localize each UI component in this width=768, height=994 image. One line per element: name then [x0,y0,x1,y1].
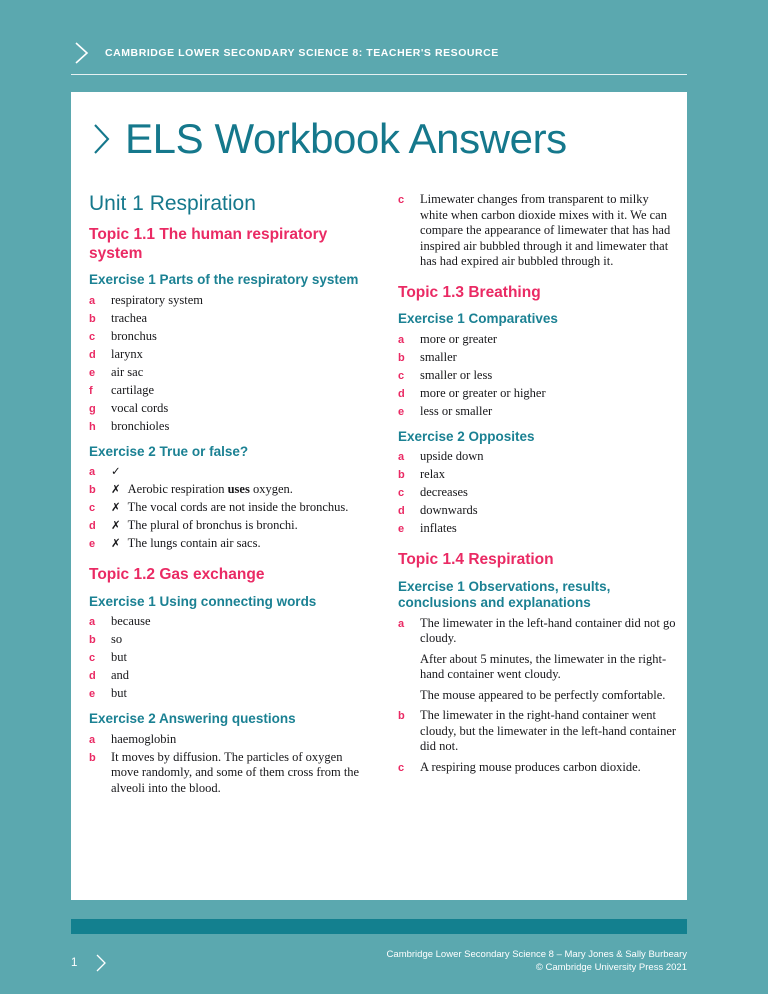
list-item [398,760,679,776]
item-letter: c [89,502,96,515]
unit-heading: Unit 1 Respiration [89,192,256,215]
item-text: A respiring mouse produces carbon dioxide. [420,759,641,774]
topic-heading-1-1: Topic 1.1 The human respiratory system [89,226,328,262]
item-letter: e [89,538,96,551]
item-text: vocal cords [111,400,169,415]
item-text: decreases [420,485,468,500]
item-text [420,616,679,704]
item-text: bronchioles [111,418,170,433]
list-item [398,708,679,755]
left-column [89,192,370,798]
list-item [89,500,370,516]
item-letter: e [89,366,96,379]
item-letter: a [89,466,96,479]
answer-list-1-1-2 [89,464,370,552]
item-text-bold: uses [227,482,250,497]
item-text: smaller [420,349,457,364]
list-item [89,614,370,630]
item-paragraph: After about 5 minutes, the limewater in the right-hand container went cloudy. [420,651,667,682]
tick-icon: ✓ [111,464,121,479]
list-item [89,650,370,666]
list-item [89,536,370,552]
answer-list-1-2-2 [89,732,370,797]
list-item [89,311,370,327]
list-item [89,686,370,702]
item-letter: d [398,387,405,400]
item-text: larynx [111,346,143,361]
exercise-heading-1-2-1: Exercise 1 Using connecting words [89,593,317,609]
item-text [111,500,370,516]
content-card [71,92,687,900]
list-item [398,503,679,519]
item-text: more or greater or higher [420,385,546,400]
item-letter: a [398,451,405,464]
item-text: relax [420,467,445,482]
cross-icon: ✗ [111,518,121,533]
item-text: respiratory system [111,292,203,307]
list-item [398,521,679,537]
item-letter: a [89,733,96,746]
item-paragraph: The mouse appeared to be perfectly comfortable. [420,687,666,702]
item-text [111,464,370,480]
list-item [89,293,370,309]
answer-list-1-3-2 [398,449,679,537]
list-item [398,192,679,270]
answer-list-1-1-1 [89,293,370,435]
topic-heading-1-4: Topic 1.4 Respiration [398,551,554,569]
list-item [89,329,370,345]
exercise-heading-1-3-1: Exercise 1 Comparatives [398,311,558,327]
item-letter: b [89,634,96,647]
list-item [398,368,679,384]
item-text: air sac [111,364,144,379]
answer-list-1-2-1 [89,614,370,702]
item-text: upside down [420,449,484,464]
item-letter: e [398,523,405,536]
list-item [89,518,370,534]
item-text [111,482,370,498]
exercise-heading-1-3-2: Exercise 2 Opposites [398,428,535,444]
item-text: haemoglobin [111,731,177,746]
footer-credits [387,948,687,974]
item-text [111,518,370,534]
item-letter: b [89,312,96,325]
item-text: so [111,632,123,647]
item-text: downwards [420,503,478,518]
item-text-value: The lungs contain air sacs. [127,536,261,551]
list-item [398,404,679,420]
footer-accent-bar [71,919,687,934]
list-item [398,332,679,348]
item-letter: e [89,688,96,701]
cross-icon: ✗ [111,500,121,515]
list-item [398,386,679,402]
exercise-heading-1-4-1: Exercise 1 Observations, results, conclusions and explanations [398,578,611,611]
chevron-right-icon [93,952,109,974]
topic-heading-1-3: Topic 1.3 Breathing [398,283,541,301]
item-letter: c [398,761,405,774]
exercise-heading-1-2-2: Exercise 2 Answering questions [89,711,296,727]
item-text-after: oxygen. [249,482,293,497]
list-item [89,383,370,399]
page-number: 1 [71,957,78,969]
list-item [89,464,370,480]
page-footer [0,944,768,994]
item-letter: d [89,348,96,361]
item-text: and [111,668,130,683]
copyright-line: © Cambridge University Press 2021 [535,962,687,973]
header-title: CAMBRIDGE LOWER SECONDARY SCIENCE 8: TEACHER'S RESOURCE [105,47,499,59]
item-letter: a [89,616,96,629]
answer-list-continued [398,192,679,270]
item-letter: f [89,384,93,397]
item-letter: a [89,294,96,307]
item-text [111,536,370,552]
item-text: cartilage [111,382,155,397]
item-letter: a [398,333,405,346]
right-column [398,192,679,798]
item-letter: h [89,420,96,433]
item-text: inflates [420,521,457,536]
chevron-right-icon [89,116,115,162]
list-item [89,347,370,363]
page-title: ELS Workbook Answers [125,115,567,162]
exercise-heading-1-1-2: Exercise 2 True or false? [89,443,249,459]
item-text: The limewater in the right-hand container went cloudy, but the limewater in the left-hand container did not. [420,708,677,754]
credit-line: Cambridge Lower Secondary Science 8 – Mary Jones & Sally Burbeary [386,949,687,960]
document-title-row [89,116,661,162]
item-letter: c [89,330,96,343]
item-letter: b [398,351,405,364]
item-letter: c [398,487,405,500]
item-letter: g [89,402,96,415]
item-letter: d [89,670,96,683]
list-item [89,419,370,435]
item-letter: c [398,369,405,382]
item-paragraph: The limewater in the left-hand container did not go cloudy. [420,615,676,646]
answer-list-1-3-1 [398,332,679,420]
item-text: Limewater changes from transparent to milky white when carbon dioxide mixes with it. We can compare the appearance of limewater that has had inspired air bubbled through it and limewater that has had expired air bubbled through it. [420,192,671,268]
list-item [398,485,679,501]
header-row [71,38,687,68]
item-text: less or smaller [420,403,493,418]
item-letter: b [89,751,96,764]
list-item [89,401,370,417]
cross-icon: ✗ [111,482,121,497]
item-letter: c [89,652,96,665]
list-item [89,365,370,381]
page-header [71,38,687,78]
item-text: but [111,650,127,665]
item-text-value: The plural of bronchus is bronchi. [127,518,298,533]
list-item [398,467,679,483]
item-text: smaller or less [420,367,493,382]
topic-heading-1-2: Topic 1.2 Gas exchange [89,566,265,584]
list-item [89,482,370,498]
item-letter: d [89,520,96,533]
list-item [89,750,370,797]
list-item [89,632,370,648]
list-item [398,616,679,704]
item-letter: b [398,710,405,723]
item-text: bronchus [111,328,157,343]
item-letter: a [398,617,405,630]
item-letter: b [89,484,96,497]
item-text: more or greater [420,331,498,346]
list-item [89,668,370,684]
item-text: because [111,614,151,629]
item-text: It moves by diffusion. The particles of oxygen move randomly, and some of them cross from the alveoli into the blood. [111,749,360,795]
list-item [89,732,370,748]
item-text-before: Aerobic respiration [127,482,228,497]
header-divider [71,74,687,75]
item-letter: b [398,469,405,482]
item-text: trachea [111,310,148,325]
two-column-body [89,192,677,798]
exercise-heading-1-1-1: Exercise 1 Parts of the respiratory system [89,272,359,288]
item-letter: d [398,505,405,518]
item-letter: c [398,194,405,206]
answer-list-1-4-1 [398,616,679,776]
item-text-value: The vocal cords are not inside the bronchus. [127,500,349,515]
chevron-right-icon [71,39,93,67]
item-letter: e [398,405,405,418]
footer-left [71,952,109,974]
list-item [398,449,679,465]
item-text: but [111,686,127,701]
cross-icon: ✗ [111,536,121,551]
list-item [398,350,679,366]
